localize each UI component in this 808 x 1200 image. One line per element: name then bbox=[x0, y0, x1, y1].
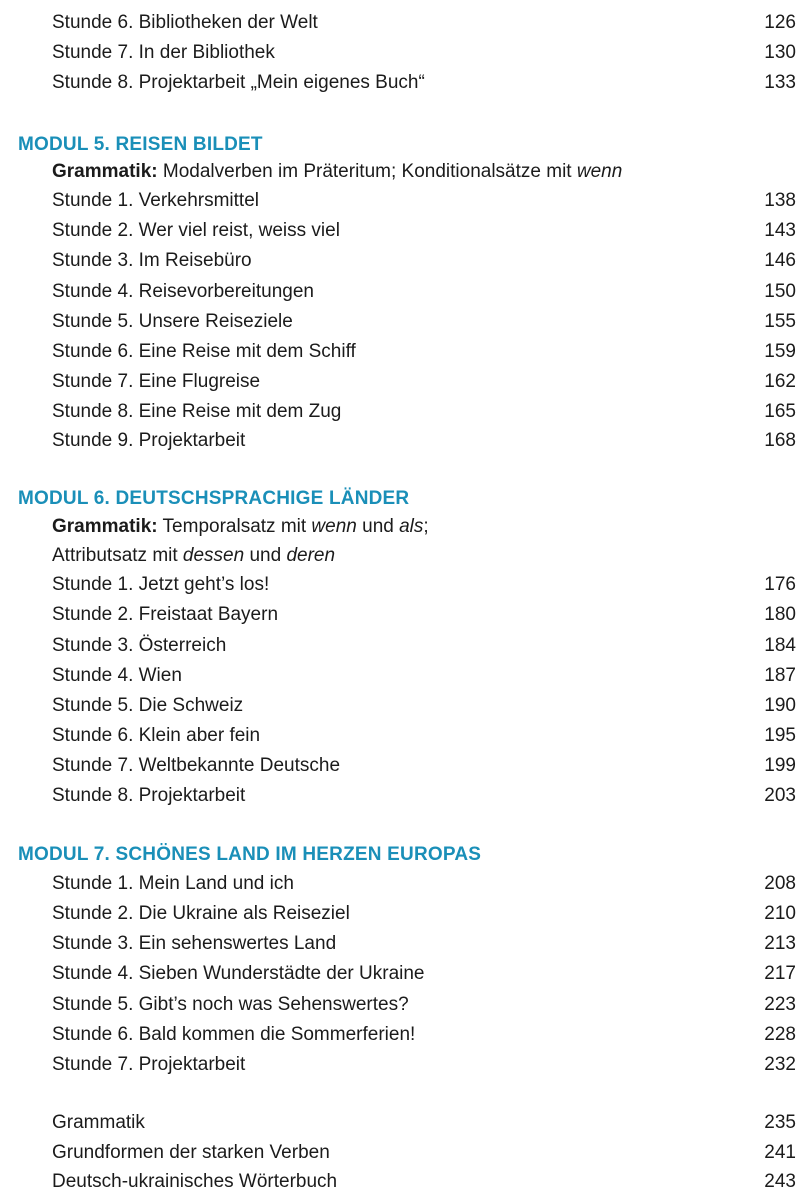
entry-page: 195 bbox=[764, 725, 796, 746]
toc-entry[interactable] bbox=[52, 249, 800, 273]
grammar-text: und bbox=[356, 516, 400, 537]
entry-title: Stunde 4. Sieben Wunderstädte der Ukraine bbox=[52, 963, 425, 984]
entry-title: Stunde 8. Eine Reise mit dem Zug bbox=[52, 401, 342, 422]
toc-entry[interactable] bbox=[52, 11, 800, 35]
entry-title: Grundformen der starken Verben bbox=[52, 1142, 330, 1163]
grammar-italic: wenn bbox=[311, 516, 357, 537]
toc-entry[interactable] bbox=[52, 634, 800, 658]
module-6-grammar bbox=[52, 515, 792, 539]
grammar-text: Modalverben im Präteritum; Konditionalsätze mit bbox=[157, 161, 577, 182]
entry-title: Grammatik bbox=[52, 1112, 145, 1133]
grammar-text: Temporalsatz mit bbox=[157, 516, 312, 537]
toc-entry[interactable] bbox=[52, 754, 800, 778]
entry-page: 138 bbox=[764, 190, 796, 211]
entry-page: 130 bbox=[764, 42, 796, 63]
toc-entry[interactable] bbox=[52, 280, 800, 304]
module-6-heading: MODUL 6. DEUTSCHSPRACHIGE LÄNDER bbox=[18, 488, 410, 509]
entry-title: Stunde 1. Verkehrsmittel bbox=[52, 190, 259, 211]
entry-page: 143 bbox=[764, 220, 796, 241]
toc-entry[interactable] bbox=[52, 219, 800, 243]
toc-entry[interactable] bbox=[52, 1141, 800, 1165]
grammar-italic: deren bbox=[286, 545, 336, 566]
grammar-text: ; bbox=[423, 516, 429, 537]
module-5-grammar bbox=[52, 160, 792, 184]
grammar-italic: dessen bbox=[182, 545, 245, 566]
entry-title: Stunde 6. Bibliotheken der Welt bbox=[52, 12, 318, 33]
entry-title: Stunde 1. Mein Land und ich bbox=[52, 873, 294, 894]
entry-title: Stunde 8. Projektarbeit „Mein eigenes Buch“ bbox=[52, 72, 425, 93]
entry-page: 208 bbox=[764, 873, 796, 894]
toc-entry[interactable] bbox=[52, 1053, 800, 1077]
toc-entry[interactable] bbox=[52, 429, 800, 453]
entry-title: Stunde 7. Eine Flugreise bbox=[52, 371, 261, 392]
entry-page: 228 bbox=[764, 1024, 796, 1045]
toc-entry[interactable] bbox=[52, 41, 800, 65]
entry-title: Stunde 5. Unsere Reiseziele bbox=[52, 311, 293, 332]
module-5-heading: MODUL 5. REISEN BILDET bbox=[18, 134, 263, 155]
entry-title: Stunde 6. Bald kommen die Sommerferien! bbox=[52, 1024, 416, 1045]
entry-title: Stunde 5. Die Schweiz bbox=[52, 695, 244, 716]
entry-page: 203 bbox=[764, 785, 796, 806]
toc-entry[interactable] bbox=[52, 962, 800, 986]
entry-title: Stunde 7. Projektarbeit bbox=[52, 1054, 246, 1075]
grammar-label: Grammatik: bbox=[52, 161, 158, 182]
entry-title: Stunde 2. Freistaat Bayern bbox=[52, 604, 279, 625]
entry-title: Stunde 3. Österreich bbox=[52, 635, 227, 656]
entry-page: 146 bbox=[764, 250, 796, 271]
entry-page: 223 bbox=[764, 994, 796, 1015]
toc-entry[interactable] bbox=[52, 400, 800, 424]
entry-page: 190 bbox=[764, 695, 796, 716]
entry-page: 213 bbox=[764, 933, 796, 954]
entry-title: Stunde 3. Im Reisebüro bbox=[52, 250, 252, 271]
toc-entry[interactable] bbox=[52, 724, 800, 748]
entry-page: 168 bbox=[764, 430, 796, 451]
entry-page: 232 bbox=[764, 1054, 796, 1075]
entry-title: Deutsch-ukrainisches Wörterbuch bbox=[52, 1171, 338, 1192]
module-7-heading: MODUL 7. SCHÖNES LAND IM HERZEN EUROPAS bbox=[18, 844, 482, 865]
entry-page: 241 bbox=[764, 1142, 796, 1163]
toc-entry[interactable] bbox=[52, 1170, 800, 1194]
toc-entry[interactable] bbox=[52, 370, 800, 394]
toc-entry[interactable] bbox=[52, 664, 800, 688]
entry-page: 184 bbox=[764, 635, 796, 656]
toc-entry[interactable] bbox=[52, 340, 800, 364]
grammar-text: Attributsatz mit bbox=[52, 545, 183, 566]
toc-entry[interactable] bbox=[52, 872, 800, 896]
entry-page: 199 bbox=[764, 755, 796, 776]
entry-page: 176 bbox=[764, 574, 796, 595]
toc-entry[interactable] bbox=[52, 1111, 800, 1135]
entry-page: 150 bbox=[764, 281, 796, 302]
toc-entry[interactable] bbox=[52, 784, 800, 808]
entry-title: Stunde 4. Reisevorbereitungen bbox=[52, 281, 314, 302]
entry-title: Stunde 6. Eine Reise mit dem Schiff bbox=[52, 341, 356, 362]
entry-page: 180 bbox=[764, 604, 796, 625]
grammar-italic: als bbox=[399, 516, 424, 537]
module-6-grammar-line-2 bbox=[52, 544, 792, 568]
entry-page: 217 bbox=[764, 963, 796, 984]
toc-entry[interactable] bbox=[52, 573, 800, 597]
grammar-text: und bbox=[244, 545, 287, 566]
grammar-label: Grammatik: bbox=[52, 516, 158, 537]
entry-title: Stunde 1. Jetzt geht’s los! bbox=[52, 574, 270, 595]
entry-title: Stunde 4. Wien bbox=[52, 665, 182, 686]
entry-title: Stunde 3. Ein sehenswertes Land bbox=[52, 933, 337, 954]
toc-entry[interactable] bbox=[52, 932, 800, 956]
toc-entry[interactable] bbox=[52, 993, 800, 1017]
entry-page: 187 bbox=[764, 665, 796, 686]
toc-entry[interactable] bbox=[52, 902, 800, 926]
entry-title: Stunde 7. Weltbekannte Deutsche bbox=[52, 755, 341, 776]
entry-page: 155 bbox=[764, 311, 796, 332]
toc-entry[interactable] bbox=[52, 1023, 800, 1047]
toc-entry[interactable] bbox=[52, 694, 800, 718]
entry-page: 210 bbox=[764, 903, 796, 924]
entry-title: Stunde 8. Projektarbeit bbox=[52, 785, 246, 806]
entry-title: Stunde 6. Klein aber fein bbox=[52, 725, 261, 746]
entry-title: Stunde 2. Wer viel reist, weiss viel bbox=[52, 220, 340, 241]
toc-entry[interactable] bbox=[52, 71, 800, 95]
entry-page: 126 bbox=[764, 12, 796, 33]
entry-page: 243 bbox=[764, 1171, 796, 1192]
toc-entry[interactable] bbox=[52, 603, 800, 627]
entry-page: 133 bbox=[764, 72, 796, 93]
entry-title: Stunde 9. Projektarbeit bbox=[52, 430, 246, 451]
entry-title: Stunde 7. In der Bibliothek bbox=[52, 42, 275, 63]
entry-page: 235 bbox=[764, 1112, 796, 1133]
entry-page: 159 bbox=[764, 341, 796, 362]
entry-title: Stunde 2. Die Ukraine als Reiseziel bbox=[52, 903, 350, 924]
entry-page: 162 bbox=[764, 371, 796, 392]
entry-title: Stunde 5. Gibt’s noch was Sehenswertes? bbox=[52, 994, 409, 1015]
grammar-italic: wenn bbox=[576, 161, 623, 182]
toc-entry[interactable] bbox=[52, 189, 800, 213]
toc-entry[interactable] bbox=[52, 310, 800, 334]
entry-page: 165 bbox=[764, 401, 796, 422]
